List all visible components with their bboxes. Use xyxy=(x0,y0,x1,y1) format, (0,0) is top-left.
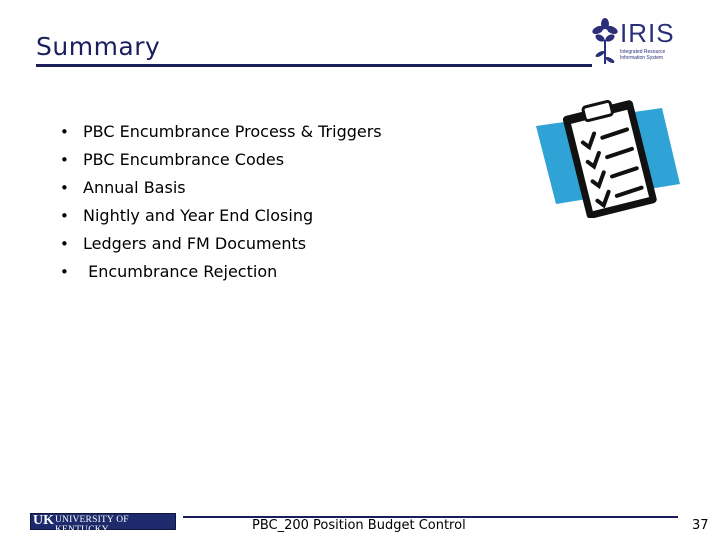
bullet-icon: • xyxy=(60,179,69,197)
iris-logo xyxy=(590,16,675,72)
bullet-list xyxy=(60,118,382,286)
university-logo xyxy=(30,513,176,535)
bullet-icon: • xyxy=(60,151,69,169)
page-number: 37 xyxy=(692,518,709,533)
title-underline xyxy=(36,64,592,67)
bullet-text: Nightly and Year End Closing xyxy=(83,206,314,225)
slide-title: Summary xyxy=(36,32,161,61)
flower-logo-icon xyxy=(590,16,620,68)
list-item xyxy=(60,202,382,230)
footer-course-title: PBC_200 Position Budget Control xyxy=(252,518,466,533)
list-item xyxy=(60,230,382,258)
list-item xyxy=(60,174,382,202)
list-item xyxy=(60,118,382,146)
bullet-text: Annual Basis xyxy=(83,178,186,197)
bullet-text: PBC Encumbrance Process & Triggers xyxy=(83,122,382,141)
bullet-icon: • xyxy=(60,207,69,225)
bullet-icon: • xyxy=(60,263,69,281)
university-name: UNIVERSITY OF KENTUCKY xyxy=(55,515,129,535)
bullet-text: PBC Encumbrance Codes xyxy=(83,150,285,169)
bullet-icon: • xyxy=(60,235,69,253)
bullet-text: Ledgers and FM Documents xyxy=(83,234,307,253)
list-item xyxy=(60,146,382,174)
list-item xyxy=(60,258,382,286)
logo-tagline: Integrated Resource Information System xyxy=(620,49,666,61)
clipboard-checklist-icon xyxy=(534,100,684,218)
bullet-text: Encumbrance Rejection xyxy=(83,262,278,281)
bullet-icon: • xyxy=(60,123,69,141)
logo-wordmark: IRIS xyxy=(620,18,675,48)
uk-mark: UK xyxy=(33,513,54,528)
